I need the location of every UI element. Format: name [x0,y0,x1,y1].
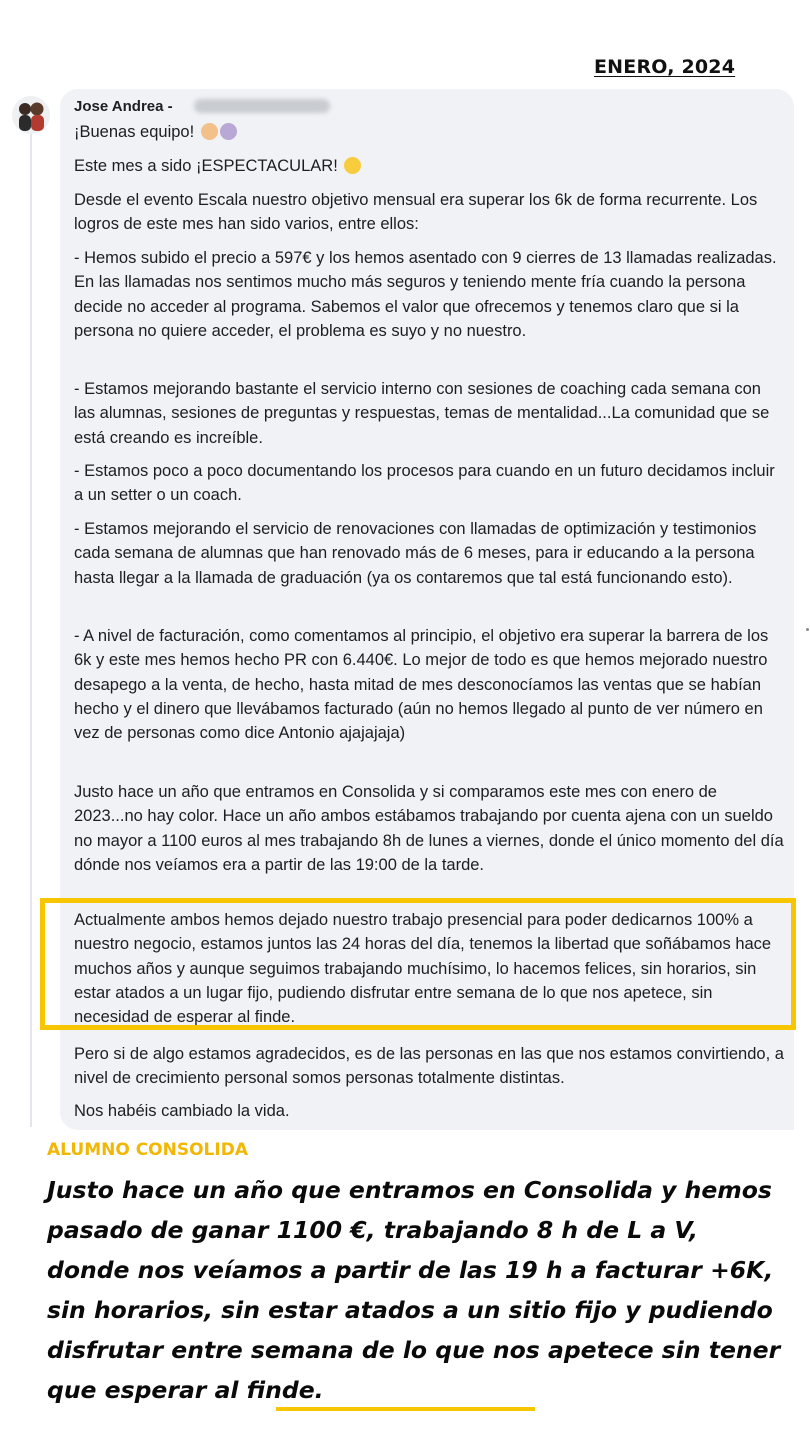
exploding-head-emoji-icon [344,157,361,174]
comment-paragraph: - Estamos mejorando el servicio de renovaciones con llamadas de optimización y testimonios cada semana de alumnas que han renovado más de 6 meses, para ir educando a la persona hasta llegar a la llamada de graduación (ya os contaremos que tal está funcionando esto). [74,520,757,587]
highlight-frame [40,898,796,1030]
comment-paragraph: - Estamos mejorando bastante el servicio interno con sesiones de coaching cada semana con las alumnas, sesiones de preguntas y respuestas, temas de mentalidad...La comunidad que se está creando es increíble. [74,380,770,447]
man-facepalm-emoji-icon [201,123,218,140]
comment-paragraph: Pero si de algo estamos agradecidos, es de las personas en las que nos estamos convirtiendo, a nivel de crecimiento personal somos personas totalmente distintas. [74,1045,784,1088]
post-date-title: ENERO, 2024 [594,56,736,78]
comment-thread-line [30,132,32,1127]
redacted-author-surname [194,99,330,113]
comment-paragraph: - A nivel de facturación, como comentamos al principio, el objetivo era superar la barrera de los 6k y este mes hemos hecho PR con 6.440€. Lo mejor de todo es que hemos mejorado nuestro desapego a la venta, de hecho, hasta mitad de mes desconocíamos las ventas que se habían hecho y el dinero que llevábamos facturado (aún no hemos llegado al punto de ver número en vez de personas como dice Antonio ajajajaja) [74,627,769,743]
comment-paragraph [74,154,784,178]
caption-underline-bar [276,1407,535,1411]
paragraph-text: Este mes a sido ¡ESPECTACULAR! [74,157,338,175]
couple-avatar-icon [12,96,50,134]
comment-paragraph: Desde el evento Escala nuestro objetivo mensual era superar los 6k de forma recurrente. Los logros de este mes han sido varios, entre ellos: [74,191,758,234]
woman-emoji-icon [220,123,237,140]
greeting-text: ¡Buenas equipo! [74,123,195,141]
author-avatar[interactable] [12,96,50,134]
caption-label: ALUMNO CONSOLIDA [47,1140,248,1160]
comment-paragraph: Justo hace un año que entramos en Consolida y si comparamos este mes con enero de 2023...no hay color. Hace un año ambos estábamos trabajando por cuenta ajena con un sueldo no mayor a 1100 euros al mes trabajando 8h de lunes a viernes, donde el único momento del día dónde nos veíamos era a partir de las 19:00 de la tarde. [74,783,784,874]
comment-paragraph: - Estamos poco a poco documentando los procesos para cuando en un futuro decidamos incluir a un setter o un coach. [74,462,775,505]
highlighted-paragraph: Actualmente ambos hemos dejado nuestro trabajo presencial para poder dedicarnos 100% a nuestro negocio, estamos juntos las 24 horas del día, tenemos la libertad que soñábamos hace muchos años y aunque seguimos trabajando muchísimo, lo hacemos felices, sin horarios, sin estar atados a un lugar fijo, pudiendo disfrutar entre semana de lo que nos apetece, sin necesidad de esperar al finde. [74,911,772,1027]
comment-paragraph: Nos habéis cambiado la vida. [74,1102,290,1120]
edge-dot [806,628,809,631]
caption-quote: Justo hace un año que entramos en Consolida y hemos pasado de ganar 1100 €, trabajando 8 h de L a V, donde nos veíamos a partir de las 19 h a facturar +6K, sin horarios, sin estar atados a un sitio fijo y pudiendo disfrutar entre semana de lo que nos apetece sin tener que esperar al finde. [47,1176,781,1404]
comment-author-name[interactable]: Jose Andrea - [74,98,173,115]
comment-paragraph: - Hemos subido el precio a 597€ y los hemos asentado con 9 cierres de 13 llamadas realizadas. En las llamadas nos sentimos mucho más seguros y teniendo mente fría cuando la persona decide no acceder al programa. Sabemos el valor que ofrecemos y tenemos claro que si la persona no quiere acceder, el problema es suyo y no nuestro. [74,249,777,340]
comment-greeting [74,120,784,144]
